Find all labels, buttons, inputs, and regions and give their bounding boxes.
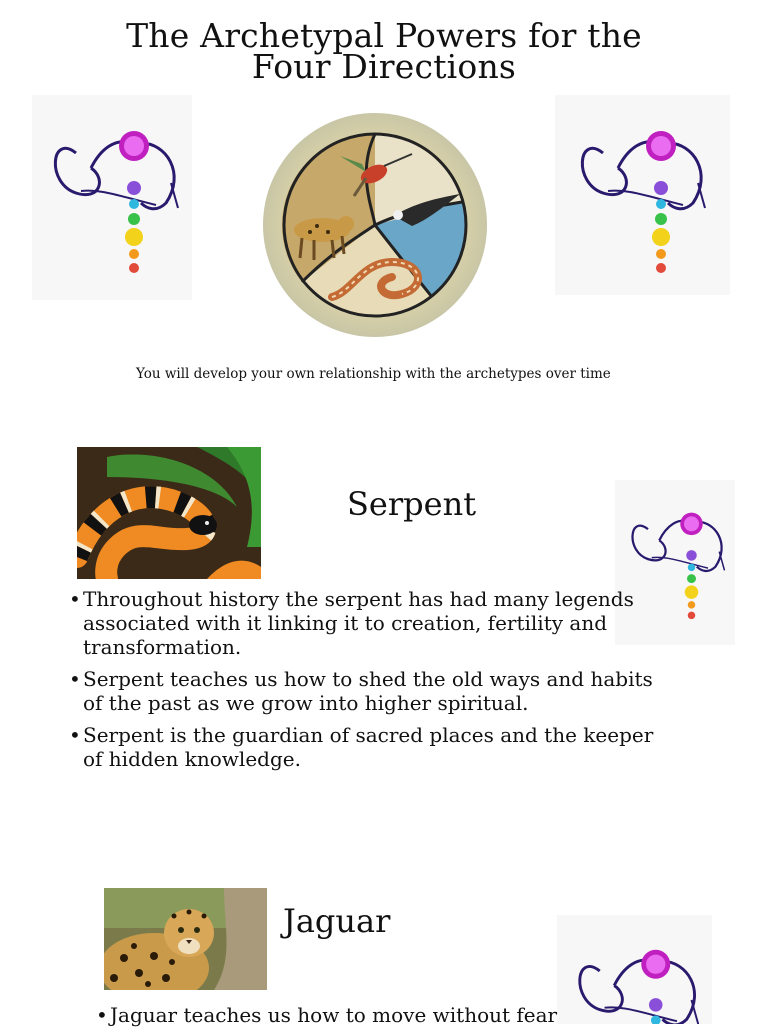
serpent-bullet-2: • Serpent teaches us how to shed the old ways and habits of the past as we grow into higher spiritual. [69, 667, 669, 715]
page-title-line-1: The Archetypal Powers for the [126, 16, 642, 55]
medicine-wheel-image [262, 112, 488, 338]
jaguar-photo [104, 888, 267, 990]
jaguar-bullet-list [96, 1003, 656, 1035]
jaguar-heading: Jaguar [283, 902, 391, 940]
serpent-bullet-list [69, 587, 669, 779]
serpent-bullet-3: • Serpent is the guardian of sacred places and the keeper of hidden knowledge. [69, 723, 669, 771]
munay-ki-logo-left [32, 95, 192, 300]
serpent-heading: Serpent [347, 485, 477, 523]
caption-text: You will develop your own relationship with the archetypes over time [136, 366, 611, 382]
serpent-bullet-1: • Throughout history the serpent has had many legends associated with it linking it to creation, fertility and transformation. [69, 587, 669, 659]
serpent-photo [77, 447, 261, 579]
munay-ki-logo-right [555, 95, 730, 295]
page-title-line-2: Four Directions [251, 47, 517, 86]
jaguar-bullet-1: • Jaguar teaches us how to move without fear [96, 1003, 656, 1027]
